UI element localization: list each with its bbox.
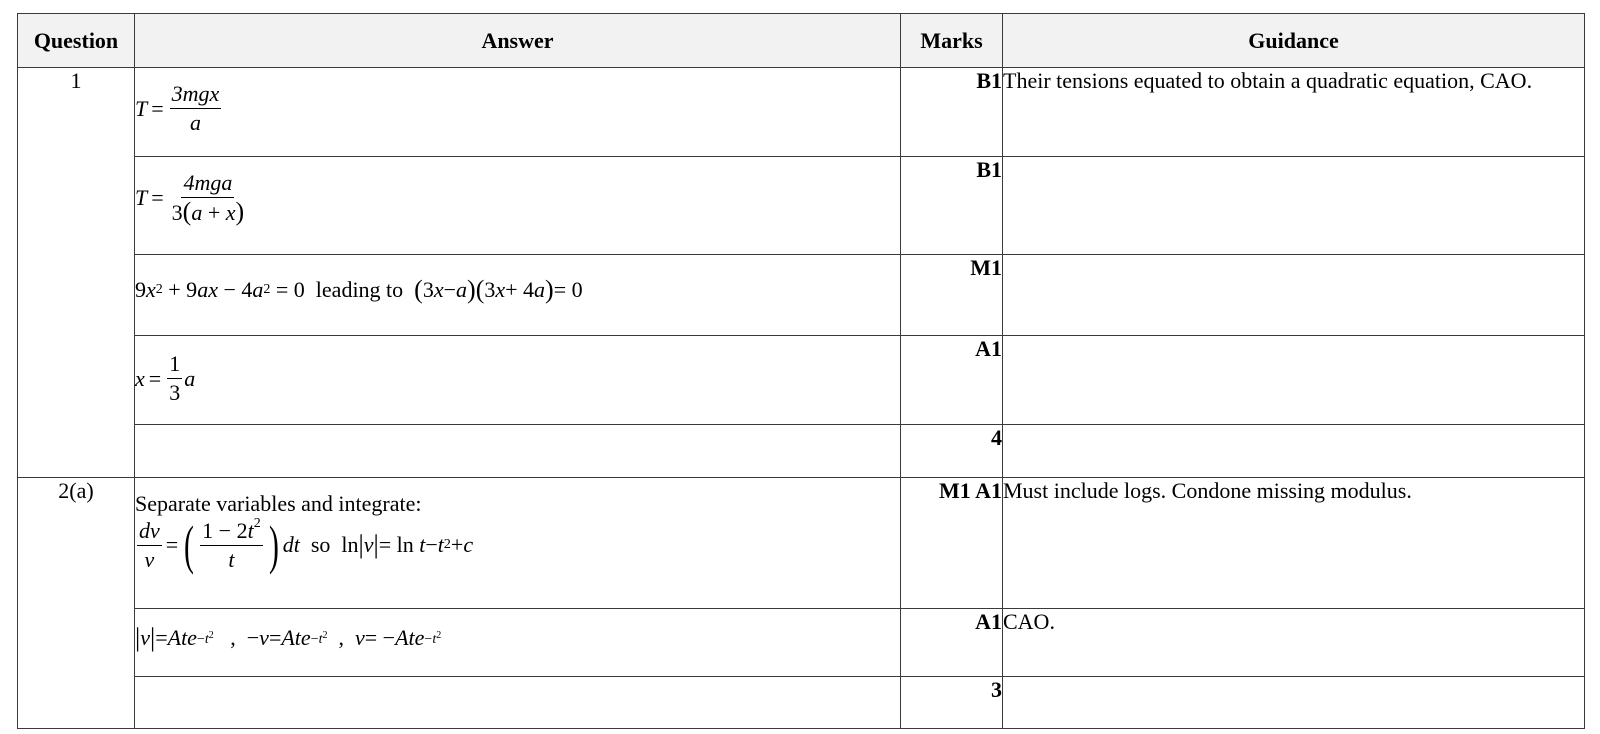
header-guidance: Guidance — [1003, 14, 1585, 68]
answer-cell — [135, 157, 901, 255]
answer-cell — [135, 68, 901, 157]
guidance-cell — [1003, 677, 1585, 729]
table-row — [18, 677, 1585, 729]
table-row — [18, 336, 1585, 425]
marks-cell: A1 — [901, 609, 1003, 677]
answer-cell — [135, 255, 901, 336]
mark-scheme-table — [17, 13, 1585, 729]
question-number: 1 — [18, 68, 135, 478]
table-row — [18, 425, 1585, 478]
marks-cell: B1 — [901, 157, 1003, 255]
marks-total: 4 — [901, 425, 1003, 478]
guidance-cell: CAO. — [1003, 609, 1585, 677]
answer-math: 9 x 2 + 9 ax − 4 a 2 = 0 leading to ( 3 x − a )( 3 x + 4 a ) = 0 — [135, 275, 583, 304]
answer-text: leading to — [315, 277, 404, 302]
table-row — [18, 609, 1585, 677]
answer-cell — [135, 425, 901, 478]
answer-text: Separate variables and integrate: — [135, 491, 422, 516]
header-answer: Answer — [135, 14, 901, 68]
answer-math: x = $\frac{1}{3}$ a — [135, 351, 196, 405]
answer-math: T = $\frac{\text{4mga}}{3(a + x)}$ — [135, 170, 245, 226]
header-row — [18, 14, 1585, 68]
table-row — [18, 68, 1585, 157]
marks-total: 3 — [901, 677, 1003, 729]
table-row — [18, 255, 1585, 336]
header-marks: Marks — [901, 14, 1003, 68]
marks-cell: B1 — [901, 68, 1003, 157]
marks-cell: A1 — [901, 336, 1003, 425]
table-row — [18, 478, 1585, 609]
answer-cell — [135, 336, 901, 425]
answer-math: | v | = Ate $-t^2$ , − v = Ate $-t^2$ , v = − Ate $-t^2$ — [135, 623, 442, 652]
guidance-cell — [1003, 255, 1585, 336]
guidance-cell — [1003, 425, 1585, 478]
answer-cell — [135, 478, 901, 609]
answer-cell — [135, 677, 901, 729]
answer-math: $\frac{dv}{v}$ = ( $\frac{1 - 2t^2}{t}$ ) dt so ln | v | = ln t − t 2 + c — [139, 515, 474, 575]
marks-cell: M1 — [901, 255, 1003, 336]
guidance-cell — [1003, 157, 1585, 255]
header-question: Question — [18, 14, 135, 68]
guidance-cell — [1003, 336, 1585, 425]
guidance-cell: Their tensions equated to obtain a quadratic equation, CAO. — [1003, 68, 1585, 157]
answer-math: T = $\frac{\text{3mgx}}{a}$ — [135, 81, 220, 135]
table-row — [18, 157, 1585, 255]
marks-cell: M1 A1 — [901, 478, 1003, 609]
guidance-cell: Must include logs. Condone missing modulus. — [1003, 478, 1585, 609]
question-number: 2(a) — [18, 478, 135, 729]
answer-text-so: so — [310, 532, 331, 557]
answer-cell — [135, 609, 901, 677]
